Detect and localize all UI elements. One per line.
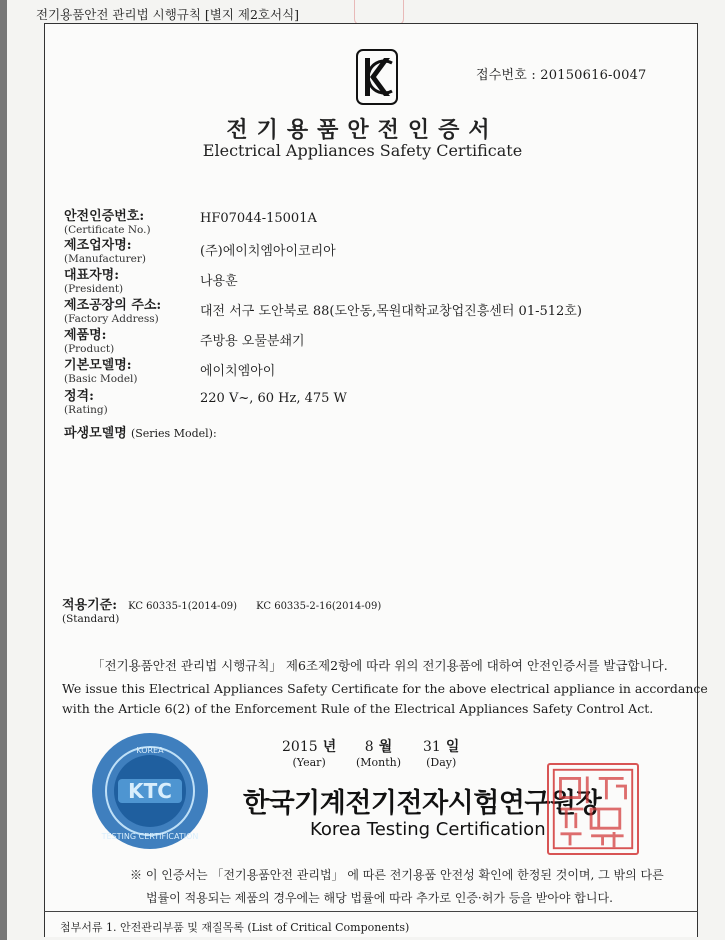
title-english: Electrical Appliances Safety Certificate [202,141,523,160]
svg-text:TESTING CERTIFICATION: TESTING CERTIFICATION [101,832,199,841]
field-value: 나용훈 [200,274,238,289]
official-seal-icon [547,763,639,855]
field-value: 220 V~, 60 Hz, 475 W [200,391,347,406]
field-label-en: (Product) [64,343,115,355]
field-manufacturer [64,238,336,265]
date-year-en: (Year) [292,756,326,769]
issuer-english: Korea Testing Certification [310,819,546,840]
date-day [423,736,459,769]
standard-label: 적용기준: [62,598,118,613]
field-standard [62,594,381,625]
standard-value-1: KC 60335-1(2014-09) [128,601,238,612]
divider [44,911,698,912]
field-label-en: (Rating) [64,404,108,416]
date-month-value: 8 [364,739,374,755]
date-day-en: (Day) [426,756,457,769]
ktc-seal-icon [90,731,210,851]
statement-english-2: with the Article 6(2) of the Enforcement Rule of the Electrical Appliances Safety Control Act. [62,701,654,716]
statement-korean: 「전기용품안전 관리법 시행규칙」 제6조제2항에 따라 위의 전기용품에 대하여 안전인증서를 발급합니다. [92,658,668,673]
field-label: 제조업자명: [64,238,132,253]
note-line-2: 법률이 적용되는 제품의 경우에는 해당 법률에 따라 추가로 인증·허가 등을 받아야 합니다. [146,891,613,905]
note-line-1: ※ 이 인증서는 「전기용품안전 관리법」 에 따른 전기용품 안전성 확인에 한정된 것이며, 그 밖의 다른 [130,868,664,882]
standard-value-2: KC 60335-2-16(2014-09) [256,601,382,612]
field-value: HF07044-15001A [200,211,317,226]
date-month-en: (Month) [356,756,402,769]
date-day-value: 31 [423,739,441,755]
field-label: 정격: [64,389,94,404]
receipt-number: 접수번호 : 20150616-0047 [476,68,647,83]
statement-english-1: We issue this Electrical Appliances Safety Certificate for the above electrical appliance in accordance [62,681,708,696]
field-value: 에이치엠아이 [200,364,276,379]
series-label-en: (Series Model): [130,427,217,440]
field-value: 주방용 오물분쇄기 [200,334,305,349]
field-series-model [64,422,217,441]
field-label-en: (Certificate No.) [64,224,151,236]
date-year [282,736,336,769]
field-label: 기본모델명: [64,358,132,373]
title-korean: 전기용품안전인증서 [226,117,499,143]
series-label: 파생모델명 [64,426,127,441]
top-stamp [354,0,404,25]
standard-label-en: (Standard) [62,613,120,625]
kc-mark-icon [356,49,398,105]
field-rating [64,389,347,416]
field-label-en: (Factory Address) [64,313,159,325]
field-label: 제조공장의 주소: [64,298,162,313]
date-month-unit: 월 [378,739,393,755]
field-label-en: (Manufacturer) [64,253,146,265]
field-president [64,268,238,295]
svg-text:KOREA: KOREA [136,746,164,755]
field-value: (주)에이치엠아이코리아 [200,244,336,259]
svg-text:KTC: KTC [128,779,172,803]
field-product [64,328,305,355]
legal-reference: 전기용품안전 관리법 시행규칙 [별지 제2호서식] [36,7,300,22]
issuer-korean: 한국기계전기전자시험연구원장 [243,788,602,819]
field-label-en: (Basic Model) [64,373,138,385]
field-label: 안전인증번호: [64,209,145,224]
field-value: 대전 서구 도안북로 88(도안동,목원대학교창업진흥센터 01-512호) [200,304,582,319]
field-factory-address [64,298,582,325]
field-certificate-no [64,209,317,236]
date-day-unit: 일 [445,739,460,755]
attachment-note: 첨부서류 1. 안전관리부품 및 재질목록 (List of Critical Components) [60,921,410,934]
date-year-value: 2015 [282,739,318,755]
field-label: 대표자명: [64,268,120,283]
date-month [356,736,401,769]
field-basic-model [64,358,276,385]
field-label: 제품명: [64,328,107,343]
field-label-en: (President) [64,283,124,295]
date-year-unit: 년 [322,739,337,755]
